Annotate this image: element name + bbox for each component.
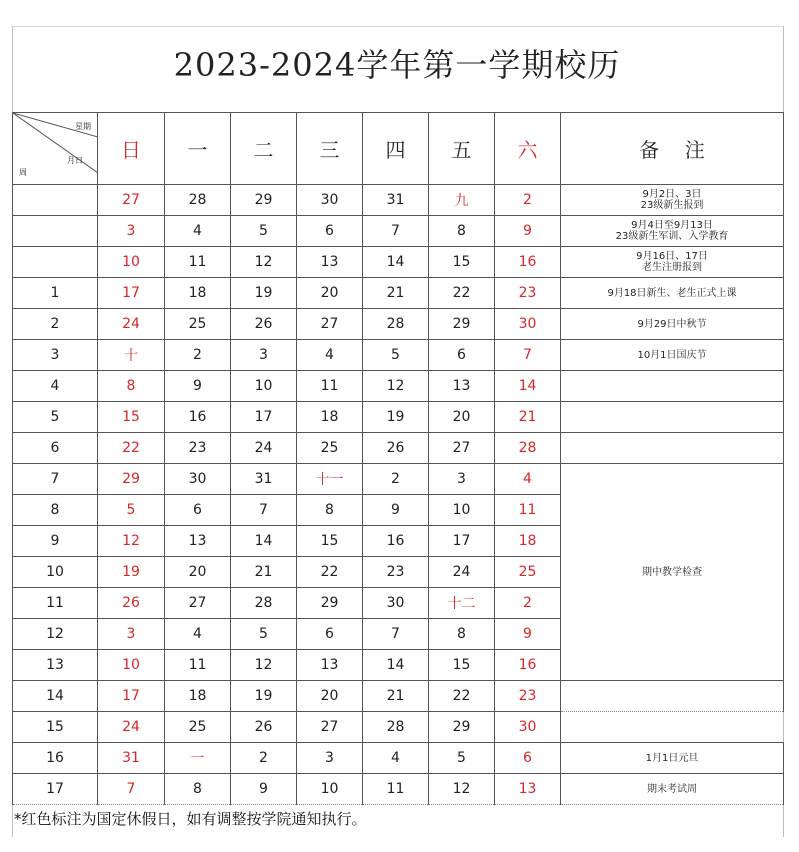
date-cell: 19 [231, 681, 297, 712]
remark-line: 期中教学检查 [642, 566, 702, 578]
date-cell: 16 [495, 247, 561, 278]
date-cell: 29 [297, 588, 363, 619]
date-cell: 24 [231, 433, 297, 464]
date-cell: 21 [363, 278, 429, 309]
date-cell: 24 [98, 712, 165, 743]
date-cell: 13 [297, 650, 363, 681]
date-cell: 14 [231, 526, 297, 557]
date-cell: 13 [165, 526, 231, 557]
remark-cell [561, 464, 784, 681]
corner-week-label: 周 [19, 168, 27, 177]
header-sunday: 日 [98, 113, 165, 185]
date-cell: 18 [165, 681, 231, 712]
date-cell: 10 [98, 650, 165, 681]
date-cell: 28 [363, 712, 429, 743]
date-cell: 8 [429, 216, 495, 247]
date-cell: 9 [495, 619, 561, 650]
date-cell: 3 [231, 340, 297, 371]
date-cell: 14 [363, 247, 429, 278]
remark-cell [561, 247, 784, 278]
date-cell: 2 [495, 185, 561, 216]
date-cell: 24 [429, 557, 495, 588]
corner-date-label: 月日 [67, 156, 83, 165]
date-cell: 4 [297, 340, 363, 371]
date-cell: 24 [98, 309, 165, 340]
remark-line: 23级新生报到 [640, 200, 704, 211]
week-number: 14 [13, 681, 98, 712]
table-row [13, 402, 784, 433]
remark-cell [561, 185, 784, 216]
header-remarks: 备 注 [561, 113, 784, 185]
date-cell: 5 [429, 743, 495, 774]
remark-line: 9月16日、17日 [636, 251, 708, 262]
date-cell: 31 [98, 743, 165, 774]
date-cell: 16 [495, 650, 561, 681]
table-row [13, 185, 784, 216]
header-thursday: 四 [363, 113, 429, 185]
date-cell: 3 [98, 619, 165, 650]
remark-line: 老生注册报到 [642, 262, 702, 273]
date-cell: 17 [429, 526, 495, 557]
date-cell: 30 [297, 185, 363, 216]
week-number: 12 [13, 619, 98, 650]
date-cell: 10 [429, 495, 495, 526]
date-cell: 27 [98, 185, 165, 216]
date-cell: 26 [98, 588, 165, 619]
date-cell: 13 [297, 247, 363, 278]
date-cell: 29 [98, 464, 165, 495]
date-cell: 8 [297, 495, 363, 526]
remark-line: 1月1日元旦 [645, 752, 699, 764]
date-cell: 26 [231, 309, 297, 340]
date-cell: 20 [297, 278, 363, 309]
header-row [13, 113, 784, 185]
date-cell: 6 [429, 340, 495, 371]
header-friday: 五 [429, 113, 495, 185]
date-cell: 23 [495, 278, 561, 309]
date-cell: 9 [363, 495, 429, 526]
date-cell: 17 [98, 681, 165, 712]
week-number: 15 [13, 712, 98, 743]
table-row [13, 712, 784, 743]
date-cell: 20 [165, 557, 231, 588]
school-calendar-table [12, 112, 784, 805]
date-cell: 9 [165, 371, 231, 402]
date-cell: 11 [165, 247, 231, 278]
date-cell: 25 [297, 433, 363, 464]
date-cell: 7 [363, 619, 429, 650]
remark-cell [561, 278, 784, 309]
date-cell: 14 [495, 371, 561, 402]
remark-cell [561, 743, 784, 774]
date-cell: 18 [495, 526, 561, 557]
date-cell: 28 [165, 185, 231, 216]
date-cell: 13 [429, 371, 495, 402]
date-cell: 25 [165, 712, 231, 743]
date-cell: 15 [429, 650, 495, 681]
date-cell: 6 [297, 216, 363, 247]
remark-cell [561, 681, 784, 712]
date-cell: 12 [231, 247, 297, 278]
remark-line: 9月4日至9月13日 [631, 220, 713, 231]
date-cell: 4 [495, 464, 561, 495]
date-cell: 7 [98, 774, 165, 805]
date-cell: 9 [495, 216, 561, 247]
date-cell: 4 [165, 619, 231, 650]
date-cell: 15 [429, 247, 495, 278]
table-row [13, 247, 784, 278]
week-number: 5 [13, 402, 98, 433]
calendar-title: 2023-2024学年第一学期校历 [173, 46, 621, 84]
week-number: 10 [13, 557, 98, 588]
date-cell: 十一 [297, 464, 363, 495]
date-cell: 6 [165, 495, 231, 526]
date-cell: 19 [363, 402, 429, 433]
date-cell: 7 [495, 340, 561, 371]
date-cell: 30 [165, 464, 231, 495]
remark-line: 9月29日中秋节 [637, 318, 707, 330]
header-saturday: 六 [495, 113, 561, 185]
date-cell: 23 [363, 557, 429, 588]
week-number: 7 [13, 464, 98, 495]
remark-cell [561, 309, 784, 340]
remark-line: 10月1日国庆节 [637, 349, 707, 361]
date-cell: 29 [231, 185, 297, 216]
date-cell: 6 [297, 619, 363, 650]
date-cell: 4 [165, 216, 231, 247]
date-cell: 11 [363, 774, 429, 805]
date-cell: 一 [165, 743, 231, 774]
date-cell: 22 [429, 681, 495, 712]
date-cell: 18 [297, 402, 363, 433]
date-cell: 30 [495, 712, 561, 743]
date-cell: 26 [363, 433, 429, 464]
week-number [13, 216, 98, 247]
date-cell: 8 [429, 619, 495, 650]
table-row [13, 433, 784, 464]
remark-line: 9月2日、3日 [642, 189, 702, 200]
date-cell: 十二 [429, 588, 495, 619]
week-number: 3 [13, 340, 98, 371]
date-cell: 15 [98, 402, 165, 433]
week-number: 13 [13, 650, 98, 681]
date-cell: 7 [231, 495, 297, 526]
remark-cell [561, 340, 784, 371]
week-number: 6 [13, 433, 98, 464]
header-tuesday: 二 [231, 113, 297, 185]
date-cell: 12 [429, 774, 495, 805]
date-cell: 3 [297, 743, 363, 774]
table-row [13, 464, 784, 495]
date-cell: 26 [231, 712, 297, 743]
week-number: 4 [13, 371, 98, 402]
remark-cell [561, 402, 784, 433]
date-cell: 17 [98, 278, 165, 309]
date-cell: 12 [98, 526, 165, 557]
date-cell: 15 [297, 526, 363, 557]
date-cell: 22 [429, 278, 495, 309]
date-cell: 13 [495, 774, 561, 805]
date-cell: 2 [165, 340, 231, 371]
week-number: 2 [13, 309, 98, 340]
date-cell: 12 [363, 371, 429, 402]
date-cell: 5 [98, 495, 165, 526]
date-cell: 6 [495, 743, 561, 774]
date-cell: 18 [165, 278, 231, 309]
date-cell: 九 [429, 185, 495, 216]
date-cell: 27 [297, 712, 363, 743]
header-wednesday: 三 [297, 113, 363, 185]
date-cell: 25 [495, 557, 561, 588]
date-cell: 3 [429, 464, 495, 495]
date-cell: 10 [98, 247, 165, 278]
date-cell: 10 [297, 774, 363, 805]
remark-cell [561, 774, 784, 805]
date-cell: 4 [363, 743, 429, 774]
date-cell: 22 [98, 433, 165, 464]
week-number: 16 [13, 743, 98, 774]
date-cell: 29 [429, 712, 495, 743]
calendar-body [13, 185, 784, 805]
table-row [13, 774, 784, 805]
week-number: 11 [13, 588, 98, 619]
date-cell: 16 [363, 526, 429, 557]
date-cell: 9 [231, 774, 297, 805]
table-row [13, 309, 784, 340]
date-cell: 7 [363, 216, 429, 247]
date-cell: 19 [98, 557, 165, 588]
date-cell: 11 [165, 650, 231, 681]
date-cell: 22 [297, 557, 363, 588]
table-row [13, 216, 784, 247]
date-cell: 21 [495, 402, 561, 433]
remark-line: 9月18日新生、老生正式上课 [607, 287, 737, 299]
date-cell: 20 [429, 402, 495, 433]
date-cell: 31 [231, 464, 297, 495]
corner-cell [13, 113, 98, 185]
table-row [13, 278, 784, 309]
date-cell: 27 [165, 588, 231, 619]
header-monday: 一 [165, 113, 231, 185]
remark-cell [561, 216, 784, 247]
week-number: 9 [13, 526, 98, 557]
date-cell: 23 [165, 433, 231, 464]
date-cell: 21 [231, 557, 297, 588]
date-cell: 31 [363, 185, 429, 216]
date-cell: 14 [363, 650, 429, 681]
date-cell: 10 [231, 371, 297, 402]
date-cell: 25 [165, 309, 231, 340]
date-cell: 19 [231, 278, 297, 309]
date-cell: 2 [495, 588, 561, 619]
date-cell: 2 [231, 743, 297, 774]
corner-weekday-label: 星期 [75, 122, 91, 131]
remark-line: 期末考试周 [647, 783, 697, 795]
date-cell: 20 [297, 681, 363, 712]
date-cell: 28 [495, 433, 561, 464]
date-cell: 27 [297, 309, 363, 340]
date-cell: 12 [231, 650, 297, 681]
date-cell: 27 [429, 433, 495, 464]
remark-cell [561, 371, 784, 402]
date-cell: 23 [495, 681, 561, 712]
week-number [13, 247, 98, 278]
footer-note: *红色标注为国定休假日，如有调整按学院通知执行。 [14, 810, 367, 828]
table-row [13, 681, 784, 712]
date-cell: 30 [495, 309, 561, 340]
date-cell: 28 [231, 588, 297, 619]
date-cell: 21 [363, 681, 429, 712]
date-cell: 3 [98, 216, 165, 247]
date-cell: 5 [231, 619, 297, 650]
table-row [13, 743, 784, 774]
date-cell: 30 [363, 588, 429, 619]
date-cell: 5 [363, 340, 429, 371]
week-number: 8 [13, 495, 98, 526]
week-number [13, 185, 98, 216]
date-cell: 2 [363, 464, 429, 495]
date-cell: 8 [98, 371, 165, 402]
date-cell: 11 [495, 495, 561, 526]
date-cell: 8 [165, 774, 231, 805]
date-cell: 17 [231, 402, 297, 433]
date-cell: 11 [297, 371, 363, 402]
date-cell: 29 [429, 309, 495, 340]
week-number: 17 [13, 774, 98, 805]
remark-line: 23级新生军训、入学教育 [615, 231, 729, 242]
date-cell: 16 [165, 402, 231, 433]
week-number: 1 [13, 278, 98, 309]
date-cell: 5 [231, 216, 297, 247]
remark-cell [561, 433, 784, 464]
table-row [13, 340, 784, 371]
table-row [13, 371, 784, 402]
date-cell: 十 [98, 340, 165, 371]
date-cell: 28 [363, 309, 429, 340]
